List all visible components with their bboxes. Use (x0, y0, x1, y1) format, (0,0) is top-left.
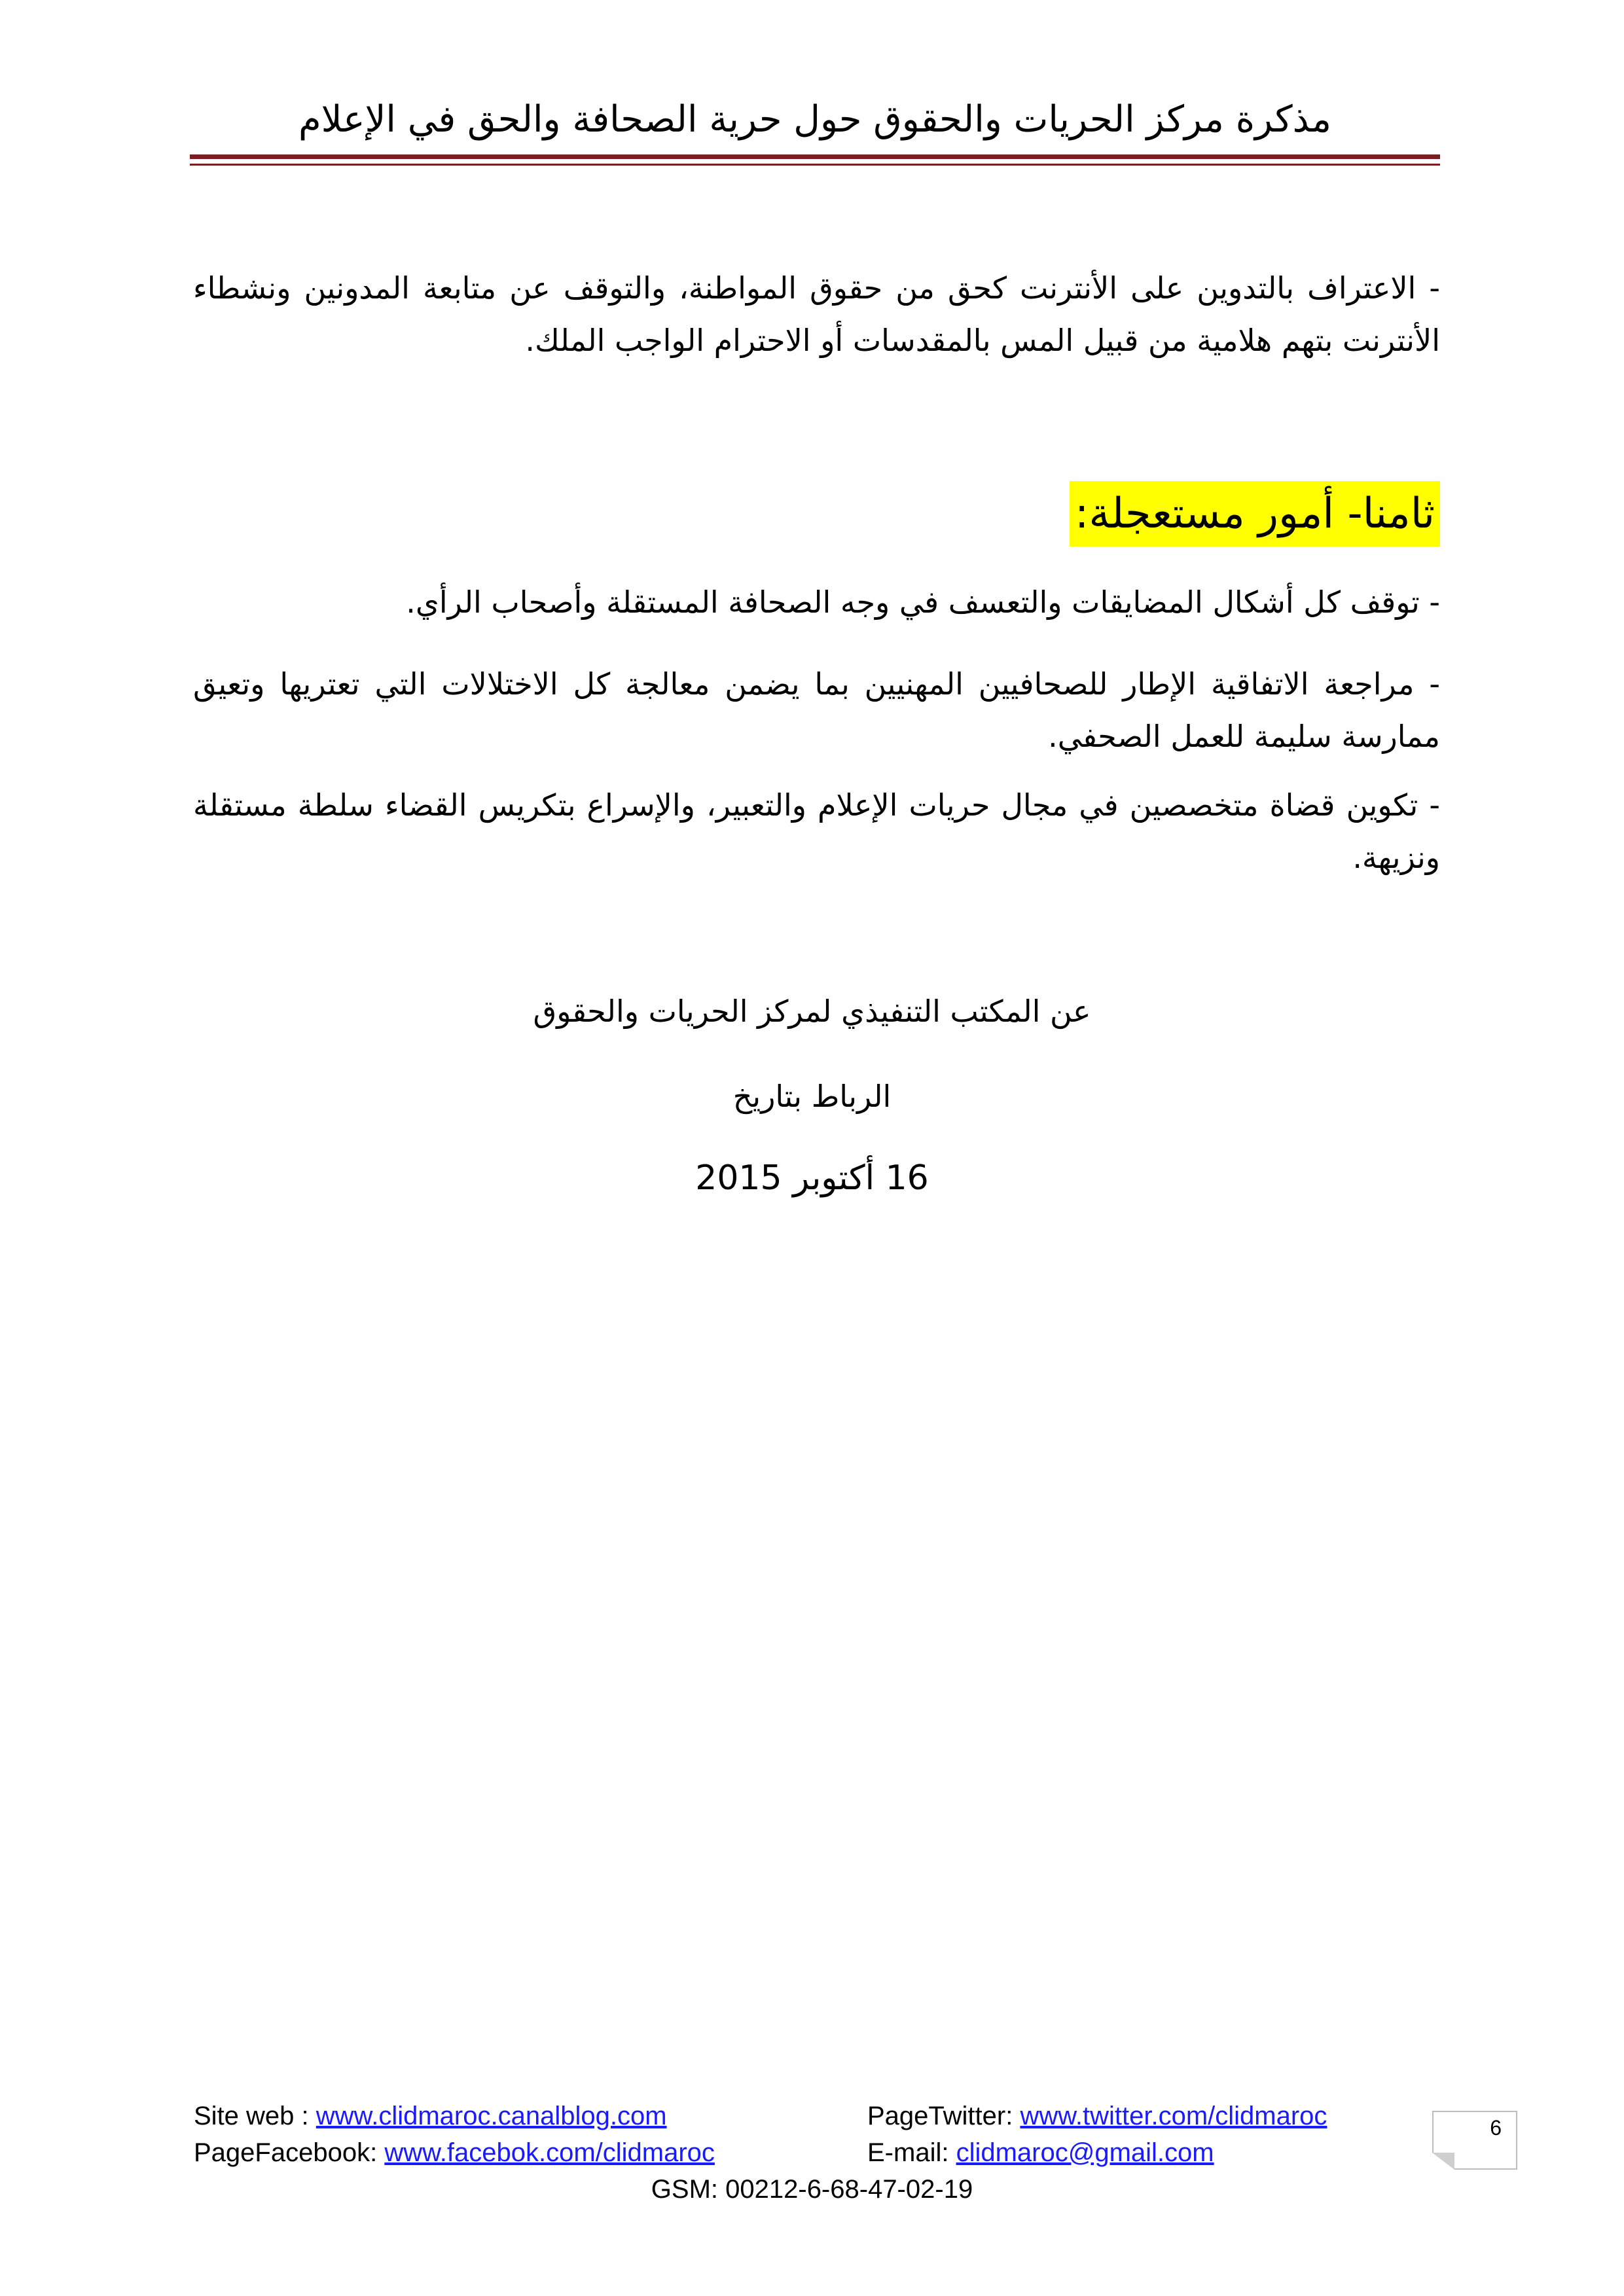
bullet-item-2: - مراجعة الاتفاقية الإطار للصحافيين المهنيين بما يضمن معالجة كل الاختلالات التي تعتريها وتعيق ممارسة سليمة للعمل الصحفي. (193, 666, 1440, 754)
page-corner-fold-icon (1432, 2153, 1454, 2170)
header-rule-thick (190, 154, 1440, 159)
signature-date: 16 أكتوبر 2015 (695, 1158, 929, 1198)
footer-email (867, 2134, 1214, 2171)
footer-facebook (194, 2134, 715, 2171)
footer-twitter-link[interactable]: www.twitter.com/clidmaroc (1020, 2102, 1327, 2130)
section-heading-urgent-matters: ثامنا- أمور مستعجلة: (1070, 481, 1440, 547)
footer-website-link[interactable]: www.clidmaroc.canalblog.com (316, 2102, 667, 2130)
footer-facebook-label: PageFacebook: (194, 2138, 385, 2167)
footer-email-link[interactable]: clidmaroc@gmail.com (956, 2138, 1214, 2167)
footer-email-label: E-mail: (867, 2138, 956, 2167)
footer-website (194, 2098, 667, 2134)
page-number: 6 (1490, 2116, 1502, 2140)
header-rule-thin (190, 164, 1440, 166)
bullet-item-3: - تكوين قضاة متخصصين في مجال حريات الإعلام والتعبير، والإسراع بتكريس القضاء سلطة مستقلة ونزيهة. (193, 787, 1440, 875)
footer-website-label: Site web : (194, 2102, 316, 2130)
signature-office: عن المكتب التنفيذي لمركز الحريات والحقوق (533, 994, 1091, 1029)
footer-twitter (867, 2098, 1327, 2134)
page-header-title: مذكرة مركز الحريات والحقوق حول حرية الصحافة والحق في الإعلام (298, 98, 1331, 141)
footer-twitter-label: PageTwitter: (867, 2102, 1020, 2130)
bullet-item-1: - توقف كل أشكال المضايقات والتعسف في وجه الصحافة المستقلة وأصحاب الرأي. (406, 584, 1440, 620)
section-heading-container (1070, 481, 1440, 547)
footer-facebook-link[interactable]: www.facebok.com/clidmaroc (384, 2138, 715, 2167)
paragraph-blogging-rights: - الاعتراف بالتدوين على الأنترنت كحق من حقوق المواطنة، والتوقف عن متابعة المدونين ونشطاء الأنترنت بتهم هلامية من قبيل المس بالمقدسات أو الاحترام الواجب الملك. (193, 270, 1440, 358)
signature-place: الرباط بتاريخ (732, 1079, 892, 1114)
page-number-box (1432, 2111, 1517, 2170)
footer-gsm: GSM: 00212-6-68-47-02-19 (651, 2175, 973, 2204)
